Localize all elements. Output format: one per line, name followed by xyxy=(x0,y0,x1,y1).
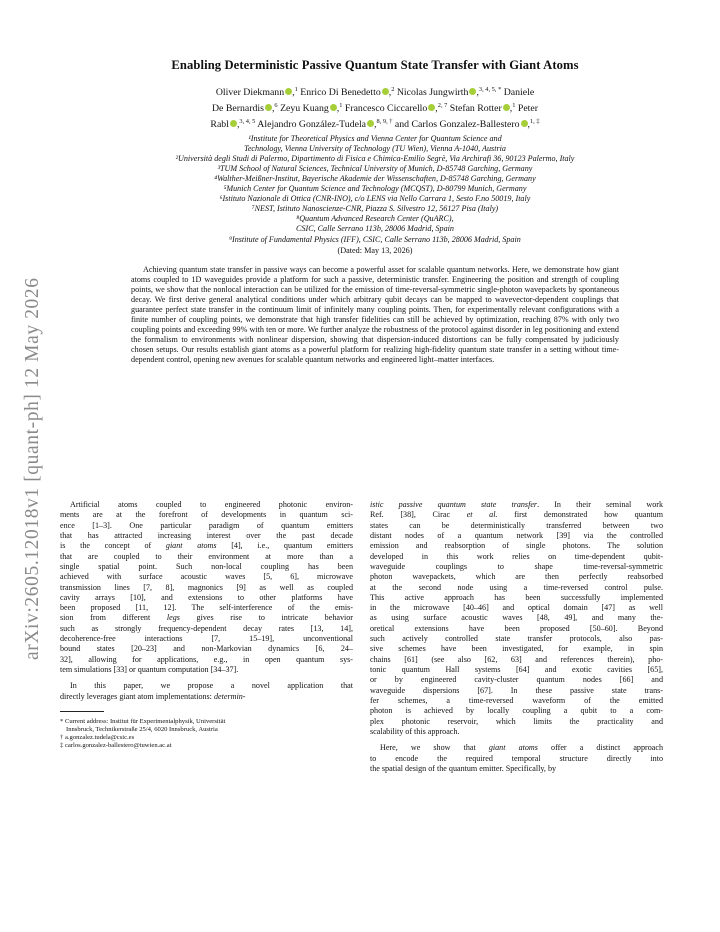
text-line: states can be deterministically transferred between two xyxy=(370,520,663,530)
affiliation-marker: 1 xyxy=(339,102,343,110)
affiliation: ³TUM School of Natural Sciences, Technical University of Munich, D-85748 Garching, Germany xyxy=(217,163,533,173)
affiliation: CSIC, Calle Serrano 113b, 28006 Madrid, Spain xyxy=(296,224,454,234)
author-name: Peter xyxy=(517,103,539,115)
paper-title: Enabling Deterministic Passive Quantum State Transfer with Giant Atoms xyxy=(171,58,579,72)
email-link[interactable]: ‡ carlos.gonzalez-ballestero@tuwien.ac.at xyxy=(60,742,172,750)
affiliation: ²Università degli Studi di Palermo, Dipartimento di Fisica e Chimica-Emilio Segrè, Via Archirafi 36, 90123 Palermo, Italy xyxy=(175,153,575,163)
text-line: chains [61] (see also [62, 63] and references therein), pho- xyxy=(370,654,663,664)
author-name: Francesco Ciccarello xyxy=(344,103,428,115)
text-line: that has attracted increasing interest over the past decade xyxy=(60,530,353,540)
footnote-text: Innsbruck, Technikerstraße 25/4, 6020 Innsbruck, Austria xyxy=(66,726,218,734)
text-line: such actively controlled state transfer protocols, also pas- xyxy=(370,634,663,644)
paper-header xyxy=(60,58,690,365)
text-line: This active approach has been successfully implemented xyxy=(370,592,663,602)
affiliation-marker: 2 xyxy=(391,86,395,93)
text-line: decoherence-free interactions [7, 15–19], unconventional xyxy=(60,634,353,644)
text-line: bound states [20–23] and non-Markovian dynamics [6, 24– xyxy=(60,644,353,654)
author-name: Enrico Di Benedetto xyxy=(300,87,381,98)
affiliation-marker: 3, 4, 5 xyxy=(239,118,256,126)
affiliation-marker: 1 xyxy=(512,102,516,110)
text-line: photon is achieved by locally coupling a qubit to a com- xyxy=(370,706,663,716)
footnote-rule xyxy=(60,711,104,712)
text-line: achieved with surface acoustic waves [5, 6], microwave xyxy=(60,572,353,582)
body-columns xyxy=(60,500,689,900)
text-line: cavity arrays [10], and extensions to other platforms have xyxy=(60,592,353,602)
author-name: Zeyu Kuang xyxy=(280,103,329,115)
affiliation: ¹Institute for Theoretical Physics and Vienna Center for Quantum Science and xyxy=(248,133,502,143)
intro-paragraph-2 xyxy=(60,681,353,702)
author-list xyxy=(140,83,610,132)
text-line: that are coupled to their environment at more than a xyxy=(60,551,353,561)
text-line: been proposed [11, 12]. The self-interference of the emis- xyxy=(60,603,353,613)
affiliation: ⁴Walther-Meißner-Institut, Bayerische Akademie der Wissenschaften, D-85748 Garching, Germany xyxy=(214,173,536,183)
text-line: waveguide couplings to shape time-reversal-symmetric xyxy=(370,561,663,571)
affiliation: ⁶Istituto Nazionale di Ottica (CNR-INO), c/o LENS via Nello Carrara 1, Sesto F.no 50019, Italy xyxy=(219,194,531,204)
author-line: De Bernardis ,$^6$ Zeyu Kuang ,$^1$ Francesco Ciccarello ,$^{2, 7}$ Stefan Rotter ,$^1$ Peter xyxy=(211,102,539,115)
author-line: Oliver Diekmann ,$^1$ Enrico Di Benedetto ,$^2$ Nicolas Jungwirth ,$^{3, 4, 5, *}$ Daniele xyxy=(215,86,535,98)
text-line: Artificial atoms coupled to engineered photonic environ- xyxy=(70,500,353,509)
text-line: oretical extensions have been proposed [50–60]. Beyond xyxy=(370,623,663,633)
author-name: Rabl xyxy=(210,119,229,131)
text-line: distant nodes of a quantum network [39] via the controlled xyxy=(370,530,663,540)
text-line: Here, we show that giant atoms offer a distinct approach xyxy=(380,743,663,753)
intro-paragraph-4 xyxy=(370,743,663,774)
text-line: 32], allowing for applications, e.g., in open quantum sys- xyxy=(60,654,353,664)
text-line: Ref. [38], Cirac et al. first demonstrated how quantum xyxy=(370,510,663,520)
text-line: such as strongly frequency-dependent decay rates [13, 14], xyxy=(60,623,353,633)
text-line: tonic quantum Hall systems [64] and exotic cavities [65], xyxy=(370,665,663,674)
affiliation: ⁹Institute of Fundamental Physics (IFF), CSIC, Calle Serrano 113b, 28006 Madrid, Spain xyxy=(229,234,521,244)
orcid-icon[interactable] xyxy=(230,120,237,127)
affiliation: ⁸Quantum Advanced Research Center (QuARC), xyxy=(296,214,454,224)
date-line: (Dated: May 13, 2026) xyxy=(337,245,413,255)
orcid-icon[interactable] xyxy=(367,120,374,127)
text-line: directly leverages giant atom implementations: determin- xyxy=(60,691,246,701)
text-line: to encode the required temporal structure directly into xyxy=(370,753,663,763)
text-line: transmission lines [7, 8], magnonics [9] as well as coupled xyxy=(60,582,353,592)
arxiv-identifier: arXiv:2605.12018v1 [quant-ph] 12 May 2026 xyxy=(22,277,43,660)
text-line: fer schemes, a time-reversed waveform of the emitted xyxy=(370,695,663,705)
text-line: developed in this work relies on time-dependent qubit- xyxy=(370,551,663,561)
text-line: the spatial design of the quantum emitter. Specifically, by xyxy=(370,763,557,773)
intro-paragraph-3 xyxy=(370,500,663,737)
author-name: Nicolas Jungwirth xyxy=(396,87,469,98)
orcid-icon[interactable] xyxy=(428,104,435,111)
orcid-icon[interactable] xyxy=(382,88,389,95)
abstract-text: Achieving quantum state transfer in passive ways can become a powerful asset for scalable quantum networks. Here, we demonstrate how giant atoms coupled to 1D waveguides provide a platform for such a passive, deterministic transfer. Engineering the position and strength of coupling points, we show that the nonlocal interaction can be utilized for the emission of time-reversal-symmetric single-photon wavepackets by spontaneous decay. We first derive general analytical conditions under which arbitrary qubit decays can be mapped to wavevector-dependent couplings that guarantee perfect state transfer in the continuum limit of infinitely many coupling points. Then, for experimentally relevant configurations with a finite number of coupling points, we demonstrate that high transfer fidelities can still be achieved by optimization, reaching 87% with only two coupling points and exceeding 99% with ten or more. We further analyze the robustness of the protocol against disorder in leg positioning and extend the formalism to environments with nonlinear dispersion, showing that dispersion-induced distortions can be fully compensated by judiciously chosen setups. Our results establish giant atoms as a powerful platform for realizing high-fidelity quantum state transfer in a setting without time-dependent control, opening new avenues for scalable quantum networks and engineered light–matter interfaces. xyxy=(131,264,619,365)
orcid-icon[interactable] xyxy=(330,104,337,111)
text-line: waveguide dispersions [67]. In these passive state trans- xyxy=(370,685,663,695)
author-name: Alejandro González-Tudela xyxy=(257,119,367,131)
intro-paragraph-1 xyxy=(60,500,353,675)
affiliation: ⁵Munich Center for Quantum Science and Technology (MCQST), D-80799 Munich, Germany xyxy=(223,184,527,194)
affiliation-marker: 2, 7 xyxy=(437,102,448,110)
orcid-icon[interactable] xyxy=(265,104,272,111)
text-line: sive schemes have been investigated, for example, in spin xyxy=(370,644,663,654)
abstract xyxy=(131,265,619,365)
text-line: at the second node using a time-reversed control pulse. xyxy=(370,582,663,592)
affiliation-marker: 3, 4, 5, * xyxy=(478,86,502,93)
text-line: plex photonic reservoir, which limits the practicality and xyxy=(370,716,663,726)
author-name: De Bernardis xyxy=(211,103,264,115)
affiliation: ⁷NEST, Istituto Nanoscienze-CNR, Piazza S. Silvestro 12, 56127 Pisa (Italy) xyxy=(251,204,499,214)
text-line: scalability of this approach. xyxy=(370,726,460,736)
text-line: ence [1–3]. One particular paradigm of quantum emitters xyxy=(60,520,353,530)
text-line: ments are at the forefront of developments in quantum sci- xyxy=(60,510,353,520)
text-line: is the concept of giant atoms [4], i.e., quantum emitters xyxy=(60,541,353,551)
text-line: single spatial point. Such non-local coupling has been xyxy=(60,561,353,571)
text-line: photon wavepackets, which are then perfectly reabsorbed xyxy=(370,572,663,582)
affiliation-marker: 6 xyxy=(274,102,278,110)
email-link[interactable]: † a.gonzalez.tudela@csic.es xyxy=(60,734,135,742)
text-line: or by engineered cavity-cluster quantum nodes [66] and xyxy=(370,675,663,685)
orcid-icon[interactable] xyxy=(521,120,528,127)
right-column xyxy=(370,500,663,774)
text-line: as using surface acoustic waves [48, 49], and many the- xyxy=(370,613,663,623)
author-name: Daniele xyxy=(503,87,535,98)
orcid-icon[interactable] xyxy=(285,88,292,95)
affiliation-list xyxy=(60,134,690,245)
author-line: Rabl ,$^{3, 4, 5}$ Alejandro González-Tudela ,$^{8, 9, \dagger}$ and Carlos Gonzalez-Ballestero ,$^{1, \ddagger}$ xyxy=(210,118,540,131)
affiliation-marker: 1 xyxy=(294,86,298,93)
text-line: emission and reabsorption of single photons. The solution xyxy=(370,541,663,551)
affiliation-marker: 1, ‡ xyxy=(529,118,540,126)
orcid-icon[interactable] xyxy=(503,104,510,111)
orcid-icon[interactable] xyxy=(469,88,476,95)
text-line: in the microwave [40–46] and optical domain [47] as well xyxy=(370,603,663,613)
left-column xyxy=(60,500,353,750)
affiliation-marker: 8, 9, † xyxy=(376,118,393,126)
footnote-text: * Current address: Institut für Experimentalphysik, Universität xyxy=(60,717,226,725)
author-name: Stefan Rotter xyxy=(449,103,502,115)
text-line: sion from different legs gives rise to intricate behavior xyxy=(60,613,353,623)
affiliation: Technology, Vienna University of Technology (TU Wien), Vienna A-1040, Austria xyxy=(244,143,506,153)
author-name: and Carlos Gonzalez-Ballestero xyxy=(394,119,520,131)
footnotes xyxy=(60,718,353,750)
text-line: istic passive quantum state transfer. In their seminal work xyxy=(370,500,663,509)
text-line: tem simulations [33] or quantum computation [34–37]. xyxy=(60,665,239,674)
text-line: In this paper, we propose a novel application that xyxy=(70,681,353,691)
author-name: Oliver Diekmann xyxy=(215,87,285,98)
